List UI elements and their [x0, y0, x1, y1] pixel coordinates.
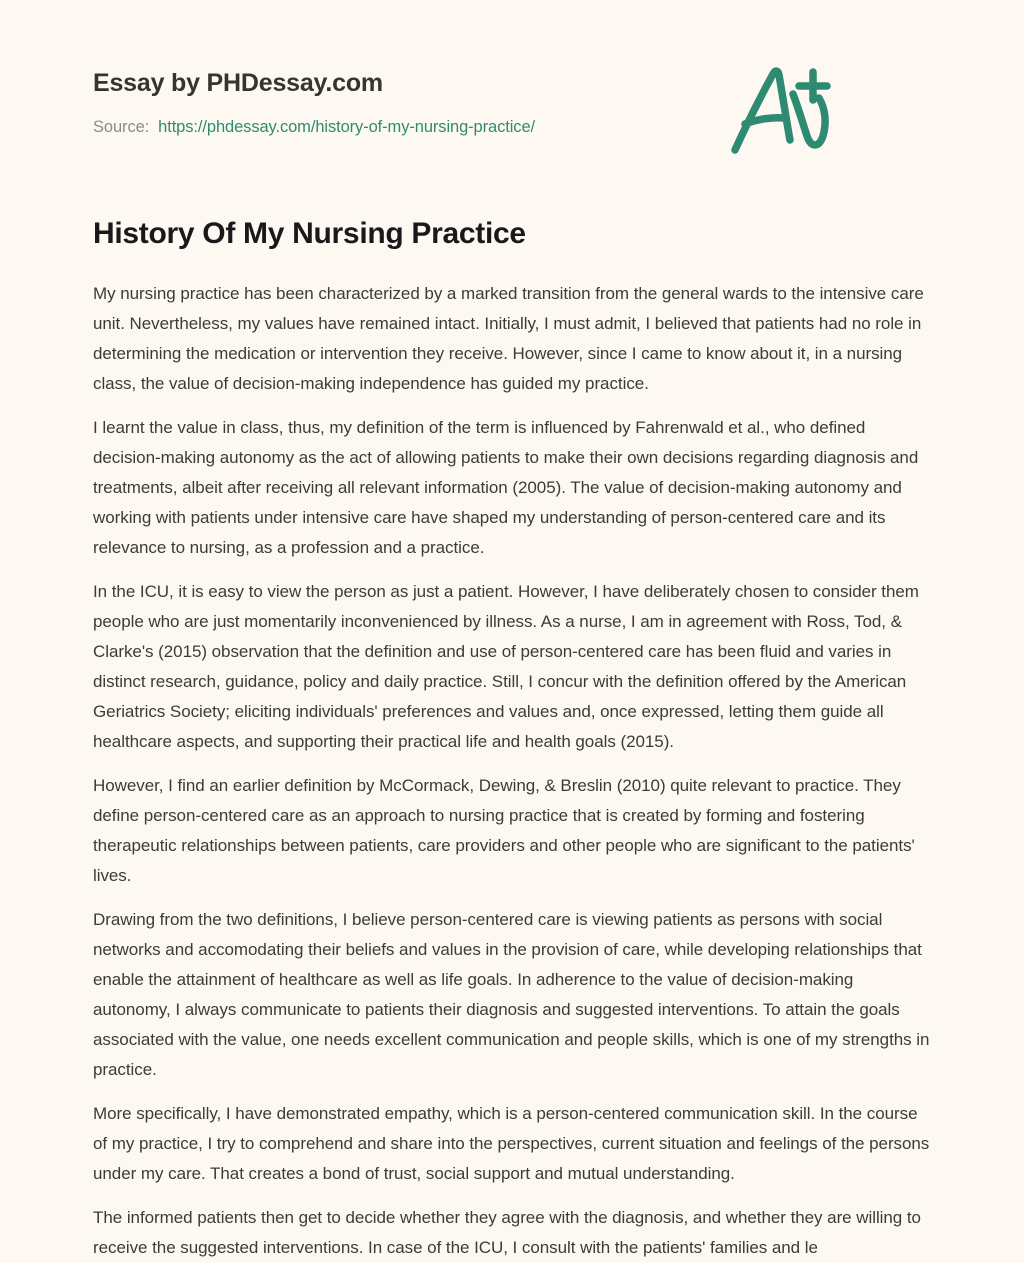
source-label: Source:: [93, 118, 150, 136]
essay-paragraph: However, I find an earlier definition by McCormack, Dewing, & Breslin (2010) quite relevant to practice. They define person-centered care as an approach to nursing practice that is created by forming and fostering therapeutic relationships between patients, care providers and other people who are significant to the patients' lives.: [93, 776, 915, 885]
essay-paragraph: I learnt the value in class, thus, my definition of the term is influenced by Fahrenwald et al., who defined decision-making autonomy as the act of allowing patients to make their own decisions regarding diagnosis and treatments, albeit after receiving all relevant information (2005). The value of decision-making autonomy and working with patients under intensive care have shaped my understanding of person-centered care and its relevance to nursing, as a profession and a practice.: [93, 418, 919, 557]
brand-title: Essay by PHDessay.com: [93, 69, 383, 97]
aplus-logo-icon: [723, 62, 838, 162]
essay-paragraph: In the ICU, it is easy to view the person as just a patient. However, I have deliberately chosen to consider them people who are just momentarily inconvenienced by illness. As a nurse, I am in agreement with Ross, Tod, & Clarke's (2015) observation that the definition and use of person-centered care has been fluid and varies in distinct research, guidance, policy and daily practice. Still, I concur with the definition offered by the American Geriatrics Society; eliciting individuals' preferences and values and, once expressed, letting them guide all healthcare aspects, and supporting their practical life and health goals (2015).: [93, 582, 919, 751]
essay-paragraph: More specifically, I have demonstrated empathy, which is a person-centered communication skill. In the course of my practice, I try to comprehend and share into the perspectives, current situation and feelings of the persons under my care. That creates a bond of trust, social support and mutual understanding.: [93, 1104, 930, 1183]
essay-body: [93, 252, 931, 1263]
source-url-link[interactable]: https://phdessay.com/history-of-my-nursing-practice/: [158, 118, 536, 136]
page-header: [93, 0, 931, 138]
essay-paragraph: Drawing from the two definitions, I believe person-centered care is viewing patients as persons with social networks and accomodating their beliefs and values in the provision of care, while developing relationships that enable the attainment of healthcare as well as life goals. In adherence to the value of decision-making autonomy, I always communicate to patients their diagnosis and suggested interventions. To attain the goals associated with the value, one needs excellent communication and people skills, which is one of my strengths in practice.: [93, 910, 930, 1079]
essay-paragraph: My nursing practice has been characterized by a marked transition from the general wards to the intensive care unit. Nevertheless, my values have remained intact. Initially, I must admit, I believed that patients had no role in determining the medication or intervention they receive. However, since I came to know about it, in a nursing class, the value of decision-making independence has guided my practice.: [93, 284, 924, 393]
essay-paragraph-truncated: The informed patients then get to decide whether they agree with the diagnosis, and whether they are willing to receive the suggested interventions. In case of the ICU, I consult with the patients' families and le: [93, 1208, 921, 1257]
page-title: History Of My Nursing Practice: [93, 217, 526, 250]
